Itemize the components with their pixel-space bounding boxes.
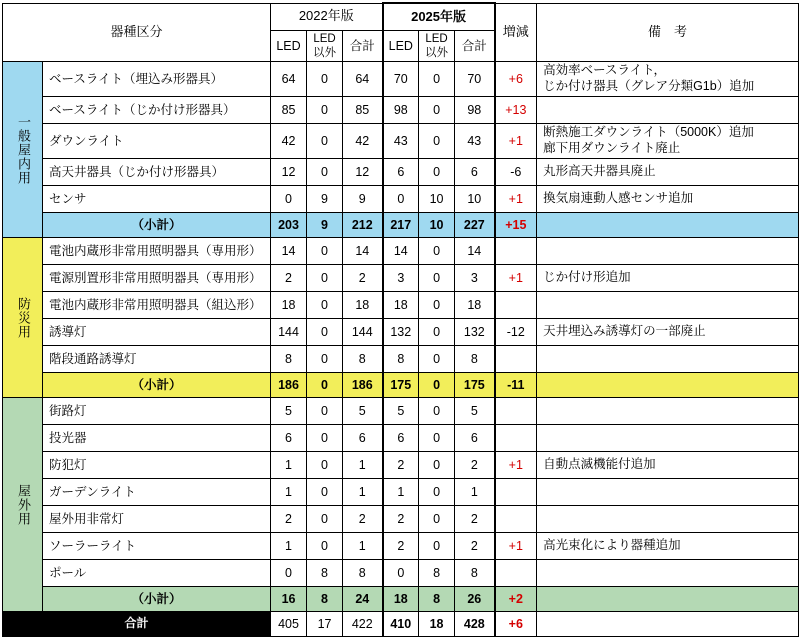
value-2022-led: 64	[271, 62, 307, 97]
value-2022-nonled: 0	[307, 398, 343, 425]
value-2022-led: 2	[271, 506, 307, 533]
subtotal-2025-total: 227	[455, 213, 495, 238]
item-name: 階段通路誘導灯	[43, 346, 271, 373]
value-2022-led: 1	[271, 533, 307, 560]
total-2025-led: 410	[383, 612, 419, 637]
value-diff	[495, 425, 537, 452]
value-diff: +13	[495, 97, 537, 124]
value-diff	[495, 292, 537, 319]
subtotal-2022-led: 16	[271, 587, 307, 612]
remark-text	[537, 238, 799, 265]
value-2022-total: 12	[343, 159, 383, 186]
value-diff: -6	[495, 159, 537, 186]
item-name: センサ	[43, 186, 271, 213]
value-2022-total: 1	[343, 452, 383, 479]
header-2022-total: 合計	[343, 31, 383, 62]
value-2025-led: 6	[383, 425, 419, 452]
value-2022-led: 144	[271, 319, 307, 346]
value-diff	[495, 479, 537, 506]
total-2022-nonled: 17	[307, 612, 343, 637]
value-2022-led: 85	[271, 97, 307, 124]
value-2022-led: 8	[271, 346, 307, 373]
subtotal-label: （小計）	[43, 373, 271, 398]
value-2022-led: 12	[271, 159, 307, 186]
value-2025-nonled: 0	[419, 159, 455, 186]
group-label-2	[3, 238, 43, 398]
value-2022-nonled: 0	[307, 479, 343, 506]
total-2025-nonled: 18	[419, 612, 455, 637]
value-diff: +1	[495, 265, 537, 292]
value-diff: +1	[495, 452, 537, 479]
subtotal-diff: -11	[495, 373, 537, 398]
value-2025-led: 1	[383, 479, 419, 506]
value-2022-total: 42	[343, 124, 383, 159]
value-2022-nonled: 0	[307, 533, 343, 560]
subtotal-2022-total: 24	[343, 587, 383, 612]
value-2025-led: 98	[383, 97, 419, 124]
value-2025-total: 3	[455, 265, 495, 292]
subtotal-label: （小計）	[43, 587, 271, 612]
value-2025-nonled: 0	[419, 452, 455, 479]
table-row	[3, 265, 799, 292]
item-name: 高天井器具（じか付け形器具）	[43, 159, 271, 186]
total-label: 合計	[3, 612, 271, 637]
value-2025-led: 70	[383, 62, 419, 97]
subtotal-remark	[537, 587, 799, 612]
header-2022-nonled: LED 以外	[307, 31, 343, 62]
header-year-2025: 2025年版	[383, 3, 495, 31]
value-2025-nonled: 0	[419, 398, 455, 425]
subtotal-2025-total: 26	[455, 587, 495, 612]
remark-text: 自動点滅機能付追加	[537, 452, 799, 479]
remark-text	[537, 425, 799, 452]
value-2025-led: 2	[383, 533, 419, 560]
value-2025-nonled: 8	[419, 560, 455, 587]
item-name: 街路灯	[43, 398, 271, 425]
header-diff: 増減	[495, 3, 537, 62]
value-2025-nonled: 0	[419, 479, 455, 506]
value-diff	[495, 238, 537, 265]
value-2025-led: 2	[383, 452, 419, 479]
total-2022-led: 405	[271, 612, 307, 637]
remark-text	[537, 506, 799, 533]
value-2025-total: 14	[455, 238, 495, 265]
table-row	[3, 292, 799, 319]
value-2025-total: 43	[455, 124, 495, 159]
item-name: 電池内蔵形非常用照明器具（組込形）	[43, 292, 271, 319]
value-2025-nonled: 0	[419, 97, 455, 124]
value-2022-total: 1	[343, 533, 383, 560]
subtotal-2022-led: 186	[271, 373, 307, 398]
value-2025-nonled: 0	[419, 62, 455, 97]
value-2025-nonled: 0	[419, 124, 455, 159]
value-2025-total: 98	[455, 97, 495, 124]
subtotal-2022-nonled: 8	[307, 587, 343, 612]
subtotal-remark	[537, 373, 799, 398]
value-2022-led: 0	[271, 186, 307, 213]
value-2022-nonled: 0	[307, 319, 343, 346]
value-2025-nonled: 0	[419, 533, 455, 560]
remark-text	[537, 346, 799, 373]
subtotal-2025-nonled: 10	[419, 213, 455, 238]
value-diff: +1	[495, 124, 537, 159]
value-2025-total: 2	[455, 533, 495, 560]
subtotal-2025-led: 18	[383, 587, 419, 612]
group-label-text: 防災用	[15, 296, 31, 339]
value-2025-led: 43	[383, 124, 419, 159]
remark-text: 高効率ベースライト， じか付け器具（グレア分類G1b）追加	[537, 62, 799, 97]
table-row	[3, 97, 799, 124]
table-row	[3, 452, 799, 479]
header-2025-total: 合計	[455, 31, 495, 62]
value-2025-nonled: 0	[419, 425, 455, 452]
value-2025-nonled: 0	[419, 346, 455, 373]
subtotal-diff: +15	[495, 213, 537, 238]
value-2022-nonled: 9	[307, 186, 343, 213]
subtotal-remark	[537, 213, 799, 238]
value-diff	[495, 398, 537, 425]
value-2025-total: 18	[455, 292, 495, 319]
total-remark	[537, 612, 799, 637]
subtotal-diff: +2	[495, 587, 537, 612]
value-2025-nonled: 0	[419, 265, 455, 292]
comparison-table	[2, 2, 799, 637]
subtotal-row	[3, 587, 799, 612]
value-2022-nonled: 0	[307, 159, 343, 186]
header-category: 器種区分	[3, 3, 271, 62]
item-name: 屋外用非常灯	[43, 506, 271, 533]
remark-text	[537, 479, 799, 506]
remark-text: 丸形高天井器具廃止	[537, 159, 799, 186]
value-2025-total: 70	[455, 62, 495, 97]
value-2022-nonled: 0	[307, 238, 343, 265]
group-label-3	[3, 398, 43, 612]
value-2025-led: 8	[383, 346, 419, 373]
subtotal-2025-total: 175	[455, 373, 495, 398]
remark-text: 断熱施工ダウンライト（5000K）追加 廊下用ダウンライト廃止	[537, 124, 799, 159]
remark-text	[537, 560, 799, 587]
value-2022-total: 144	[343, 319, 383, 346]
value-2022-led: 18	[271, 292, 307, 319]
table-row	[3, 238, 799, 265]
item-name: ポール	[43, 560, 271, 587]
group-label-1	[3, 62, 43, 238]
value-2025-total: 1	[455, 479, 495, 506]
remark-text: 高光束化により器種追加	[537, 533, 799, 560]
item-name: 誘導灯	[43, 319, 271, 346]
value-2022-nonled: 0	[307, 452, 343, 479]
header-2025-led: LED	[383, 31, 419, 62]
value-2025-led: 14	[383, 238, 419, 265]
item-name: 投光器	[43, 425, 271, 452]
table-body	[3, 3, 799, 637]
item-name: ベースライト（埋込み形器具）	[43, 62, 271, 97]
value-2022-led: 0	[271, 560, 307, 587]
value-diff	[495, 346, 537, 373]
value-2025-total: 8	[455, 346, 495, 373]
total-2025-total: 428	[455, 612, 495, 637]
value-2022-led: 1	[271, 479, 307, 506]
value-2022-nonled: 8	[307, 560, 343, 587]
value-2022-nonled: 0	[307, 265, 343, 292]
value-diff	[495, 506, 537, 533]
subtotal-label: （小計）	[43, 213, 271, 238]
remark-text: 天井埋込み誘導灯の一部廃止	[537, 319, 799, 346]
value-2022-total: 85	[343, 97, 383, 124]
remark-text: じか付け形追加	[537, 265, 799, 292]
remark-text	[537, 398, 799, 425]
value-2025-nonled: 0	[419, 292, 455, 319]
value-2022-total: 9	[343, 186, 383, 213]
header-2022-led: LED	[271, 31, 307, 62]
item-name: ガーデンライト	[43, 479, 271, 506]
value-2025-total: 2	[455, 452, 495, 479]
subtotal-2025-nonled: 8	[419, 587, 455, 612]
table-row	[3, 62, 799, 97]
value-2022-nonled: 0	[307, 346, 343, 373]
header-remarks: 備 考	[537, 3, 799, 62]
table-row	[3, 479, 799, 506]
subtotal-2025-led: 217	[383, 213, 419, 238]
remark-text	[537, 292, 799, 319]
total-2022-total: 422	[343, 612, 383, 637]
header-year-2022: 2022年版	[271, 3, 383, 31]
value-2022-total: 6	[343, 425, 383, 452]
group-label-text: 屋外用	[15, 483, 31, 526]
table-row	[3, 533, 799, 560]
item-name: ベースライト（じか付け形器具）	[43, 97, 271, 124]
table-row	[3, 186, 799, 213]
value-2025-total: 2	[455, 506, 495, 533]
item-name: 電源別置形非常用照明器具（専用形）	[43, 265, 271, 292]
value-2022-total: 8	[343, 560, 383, 587]
subtotal-2025-led: 175	[383, 373, 419, 398]
total-row	[3, 612, 799, 637]
table-row	[3, 506, 799, 533]
value-2022-led: 6	[271, 425, 307, 452]
value-2022-led: 2	[271, 265, 307, 292]
value-2025-nonled: 10	[419, 186, 455, 213]
value-2025-led: 0	[383, 560, 419, 587]
header-2025-nonled: LED 以外	[419, 31, 455, 62]
subtotal-2022-led: 203	[271, 213, 307, 238]
value-diff: +1	[495, 533, 537, 560]
item-name: 電池内蔵形非常用照明器具（専用形）	[43, 238, 271, 265]
value-2022-total: 18	[343, 292, 383, 319]
value-2022-total: 14	[343, 238, 383, 265]
table-row	[3, 319, 799, 346]
remark-text	[537, 97, 799, 124]
value-2022-nonled: 0	[307, 124, 343, 159]
total-diff: +6	[495, 612, 537, 637]
value-2022-led: 5	[271, 398, 307, 425]
value-2022-total: 2	[343, 265, 383, 292]
value-diff: +1	[495, 186, 537, 213]
subtotal-row	[3, 213, 799, 238]
value-2022-total: 2	[343, 506, 383, 533]
value-diff	[495, 560, 537, 587]
table-header-row-1	[3, 3, 799, 31]
value-2025-led: 132	[383, 319, 419, 346]
value-2025-led: 0	[383, 186, 419, 213]
table-row	[3, 398, 799, 425]
subtotal-2022-total: 212	[343, 213, 383, 238]
value-2025-total: 6	[455, 159, 495, 186]
value-2025-total: 6	[455, 425, 495, 452]
value-2025-total: 5	[455, 398, 495, 425]
remark-text: 換気扇連動人感センサ追加	[537, 186, 799, 213]
value-2025-led: 6	[383, 159, 419, 186]
value-2022-total: 64	[343, 62, 383, 97]
value-2022-led: 1	[271, 452, 307, 479]
value-2022-nonled: 0	[307, 292, 343, 319]
table-row	[3, 159, 799, 186]
value-2025-led: 5	[383, 398, 419, 425]
table-row	[3, 124, 799, 159]
table-row	[3, 560, 799, 587]
value-2025-total: 132	[455, 319, 495, 346]
value-2025-led: 3	[383, 265, 419, 292]
table-row	[3, 425, 799, 452]
group-label-text: 一般屋内用	[15, 114, 31, 185]
item-name: 防犯灯	[43, 452, 271, 479]
value-2022-total: 5	[343, 398, 383, 425]
value-2025-nonled: 0	[419, 238, 455, 265]
item-name: ソーラーライト	[43, 533, 271, 560]
value-2022-nonled: 0	[307, 62, 343, 97]
value-diff: +6	[495, 62, 537, 97]
value-2025-nonled: 0	[419, 506, 455, 533]
subtotal-row	[3, 373, 799, 398]
value-2025-led: 2	[383, 506, 419, 533]
value-2022-led: 14	[271, 238, 307, 265]
subtotal-2025-nonled: 0	[419, 373, 455, 398]
subtotal-2022-nonled: 9	[307, 213, 343, 238]
table-row	[3, 346, 799, 373]
value-2025-total: 10	[455, 186, 495, 213]
value-2025-led: 18	[383, 292, 419, 319]
subtotal-2022-nonled: 0	[307, 373, 343, 398]
value-2022-total: 8	[343, 346, 383, 373]
value-2022-nonled: 0	[307, 97, 343, 124]
value-diff: -12	[495, 319, 537, 346]
value-2022-led: 42	[271, 124, 307, 159]
value-2025-nonled: 0	[419, 319, 455, 346]
item-name: ダウンライト	[43, 124, 271, 159]
value-2025-total: 8	[455, 560, 495, 587]
subtotal-2022-total: 186	[343, 373, 383, 398]
value-2022-nonled: 0	[307, 425, 343, 452]
value-2022-nonled: 0	[307, 506, 343, 533]
value-2022-total: 1	[343, 479, 383, 506]
